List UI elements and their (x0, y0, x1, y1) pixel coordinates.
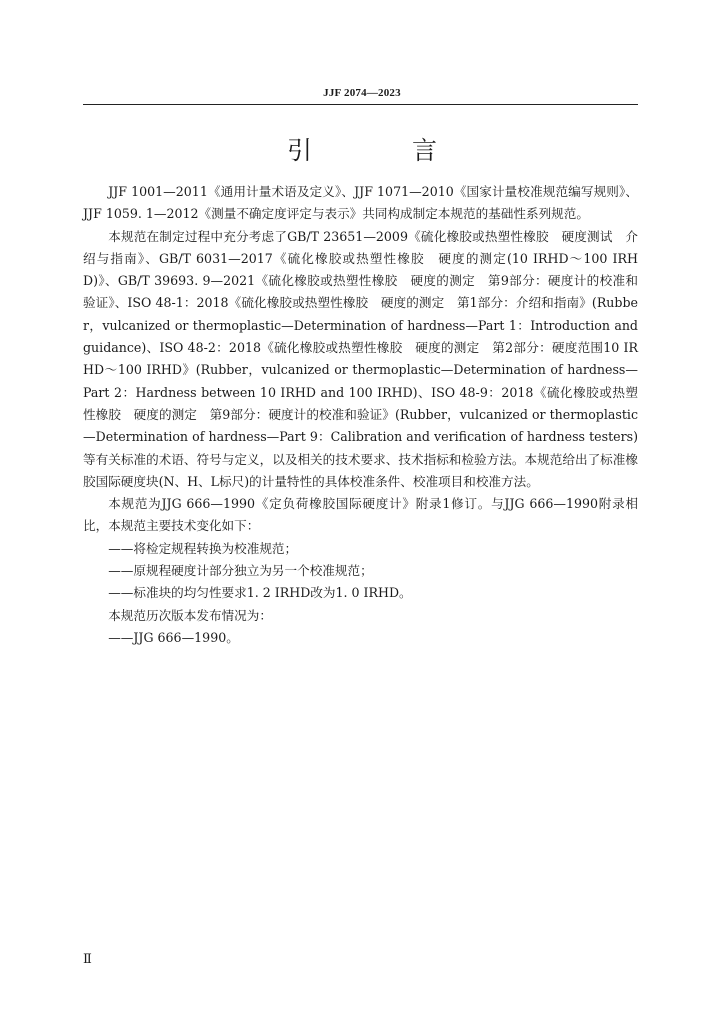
paragraph-history-intro: 本规范历次版本发布情况为： (108, 607, 272, 623)
page-number: Ⅱ (83, 952, 92, 967)
paragraph-revision: 本规范为JJG 666—1990《定负荷橡胶国际硬度计》附录1修订。与JJG 666—1990附录相比，本规范主要技术变化如下： (83, 496, 638, 534)
document-code-header: JJF 2074—2023 (323, 87, 401, 99)
change-item: ——标准块的均匀性要求1. 2 IRHD改为1. 0 IRHD。 (108, 585, 412, 601)
paragraph-references: 本规范在制定过程中充分考虑了GB/T 23651—2009《硫化橡胶或热塑性橡胶 硬度测试 介绍与指南》、GB/T 6031—2017《硫化橡胶或热塑性橡胶 硬度的测定(10 IRHD～100 IRHD)》、GB/T 39693. 9—2021《硫化橡胶或热塑性橡胶 硬度的测定 第9部分：硬度计的校准和验证》、ISO 48-1：2018《硫化橡胶或热塑性橡胶 硬度的测定 第1部分：介绍和指南》(Rubber，vulcanized or thermoplastic—Determination of hardness—Part 1：Introduction and guidance)、ISO 48-2：2018《硫化橡胶或热塑性橡胶 硬度的测定 第2部分：硬度范围10 IRHD～100 IRHD》(Rubber，vulcanized or thermoplastic—Determination of hardness—Part 2：Hardness between 10 IRHD and 100 IRHD)、ISO 48-9：2018《硫化橡胶或热塑性橡胶 硬度的测定 第9部分：硬度计的校准和验证》(Rubber，vulcanized or thermoplastic—Determination of hardness—Part 9：Calibration and verification of hardness testers)等有关标准的术语、符号与定义，以及相关的技术要求、技术指标和检验方法。本规范给出了标准橡胶国际硬度块(N、H、L标尺)的计量特性的具体校准条件、校准项目和校准方法。 (83, 228, 638, 489)
foreword-body (83, 181, 638, 649)
history-item: ——JJG 666—1990。 (108, 629, 239, 645)
change-item: ——将检定规程转换为校准规范； (108, 540, 298, 556)
page-title: 引 言 (287, 136, 483, 165)
header-rule (83, 104, 638, 105)
change-item: ——原规程硬度计部分独立为另一个校准规范； (108, 563, 373, 579)
paragraph-basis-standards: JJF 1001—2011《通用计量术语及定义》、JJF 1071—2010《国家计量校准规范编写规则》、JJF 1059. 1—2012《测量不确定度评定与表示》共同构成制定本规范的基础性系列规范。 (83, 184, 638, 222)
